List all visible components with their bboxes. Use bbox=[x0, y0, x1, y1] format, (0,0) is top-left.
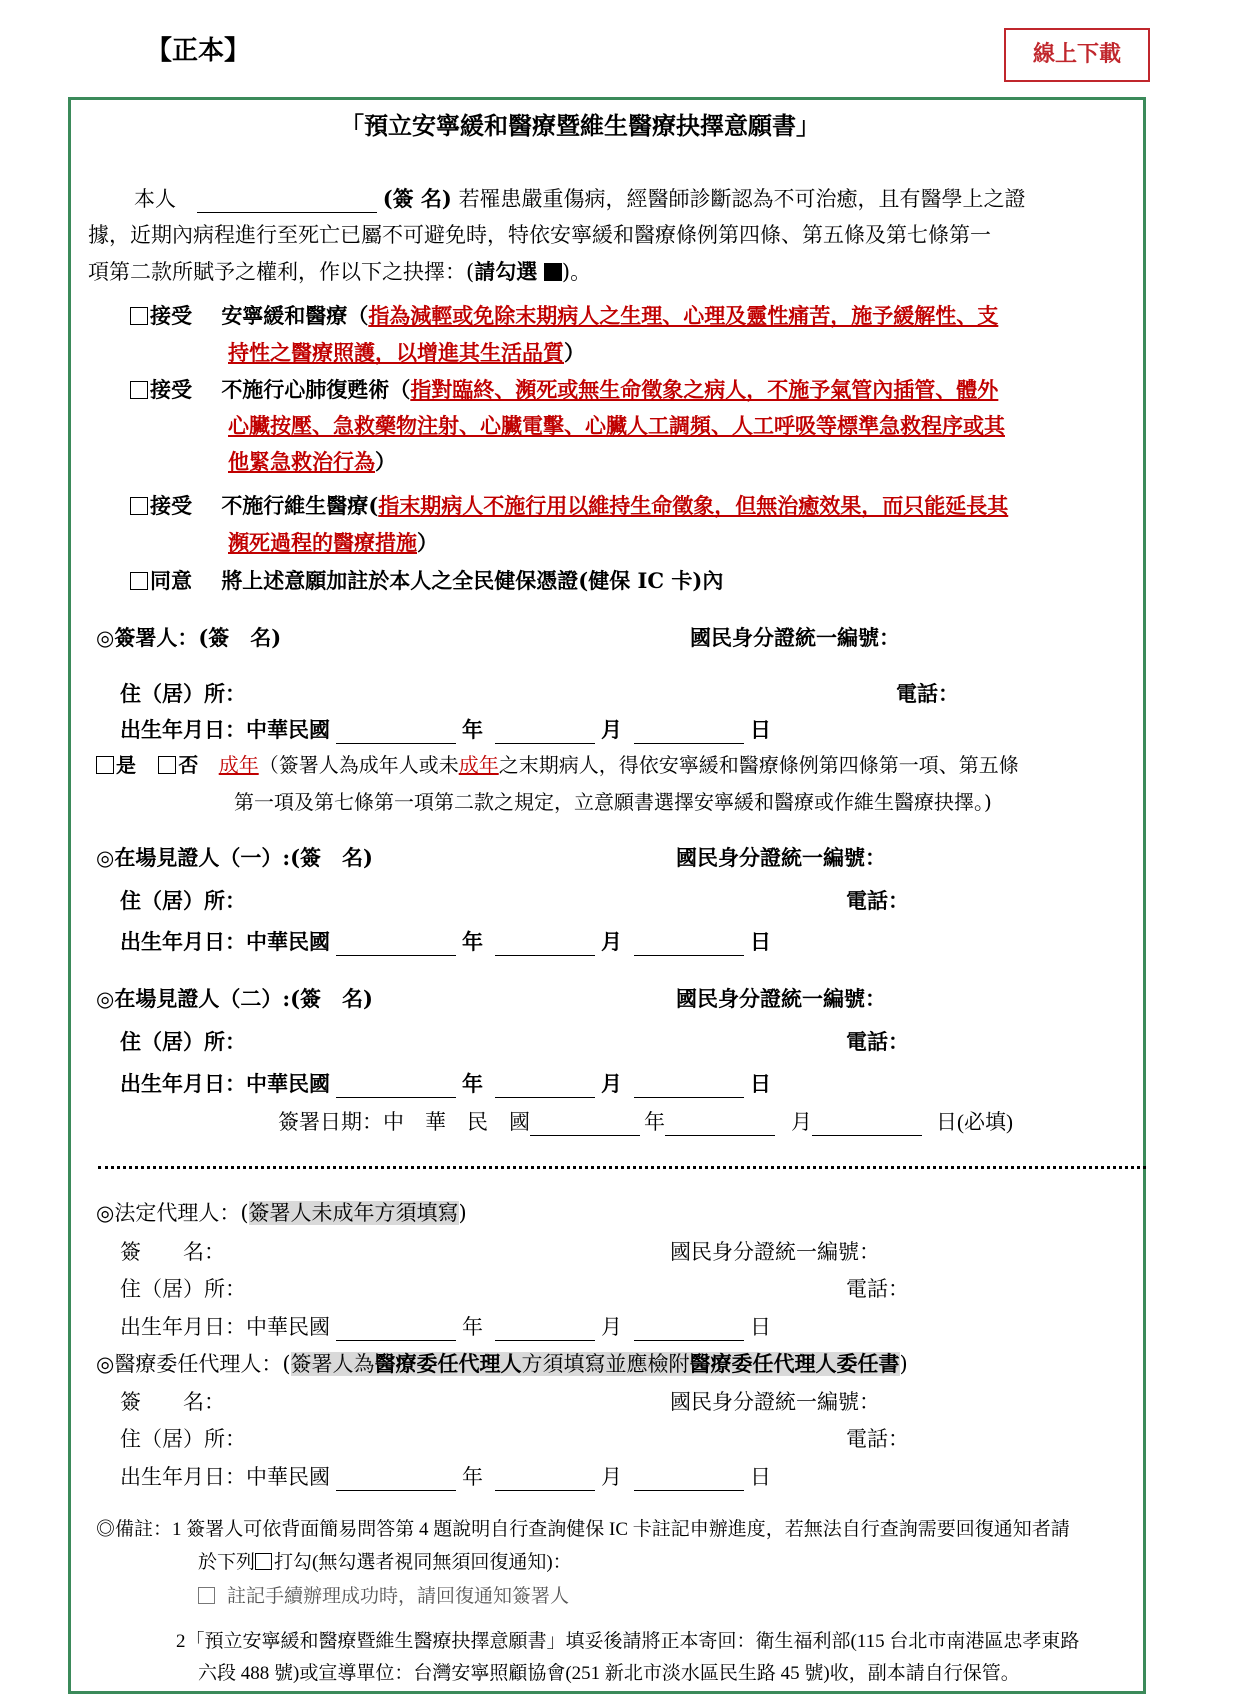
note-line3-text: 註記手續辦理成功時，請回復通知簽署人 bbox=[227, 1586, 570, 1607]
adult-note-d: 之末期病人，得依安寧緩和醫療條例第四條第一項、第五條 bbox=[498, 753, 1019, 777]
yes-label: 是 bbox=[116, 753, 136, 777]
option-item: 安寧緩和醫療 bbox=[221, 303, 348, 328]
birth-day-line[interactable] bbox=[634, 1318, 744, 1341]
note-b: 醫療委任代理人 bbox=[374, 1351, 522, 1376]
birth-label: 出生年月日：中華民國 bbox=[120, 1071, 330, 1096]
option-dnr bbox=[130, 374, 998, 404]
year-label: 年 bbox=[462, 1315, 483, 1339]
birth-day-line[interactable] bbox=[634, 933, 744, 956]
day-label: 日 bbox=[750, 1071, 771, 1096]
intro-sign: (簽 名) bbox=[382, 186, 452, 211]
medical-agent-id-label: 國民身分證統一編號： bbox=[670, 1390, 880, 1414]
month-label: 月 bbox=[601, 1315, 622, 1339]
note-line-4: 2「預立安寧緩和醫療暨維生醫療抉擇意願書」填妥後請將正本寄回：衛生福利部(115 台北市南港區忠孝東路 bbox=[176, 1631, 1080, 1652]
medical-agent-phone-label: 電話： bbox=[846, 1427, 909, 1451]
birth-month-line[interactable] bbox=[495, 721, 595, 744]
no-label: 否 bbox=[178, 753, 199, 777]
intro-line-1 bbox=[134, 183, 1026, 213]
filled-square-icon bbox=[544, 263, 562, 281]
witness1-birth-row bbox=[120, 926, 771, 956]
sign-date-day-line[interactable] bbox=[812, 1113, 922, 1136]
witness1-id-label: 國民身分證統一編號： bbox=[676, 845, 886, 870]
intro-line-2: 據，近期內病程進行至死亡已屬不可避免時，特依安寧緩和醫療條例第四條、第五條及第七條第一 bbox=[88, 223, 991, 247]
option-palliative bbox=[130, 300, 998, 330]
month-label: 月 bbox=[601, 929, 622, 954]
sign-date-row bbox=[278, 1106, 1013, 1136]
signer-phone-label: 電話： bbox=[896, 681, 959, 706]
paren-open: ( bbox=[368, 493, 379, 518]
sign-date-label: 簽署日期：中 華 民 國 bbox=[278, 1110, 530, 1134]
witness1-label: ◎在場見證人（一）:(簽 名) bbox=[96, 845, 373, 870]
adult-note-line2: 第一項及第七條第一項第二款之規定，立意願書選擇安寧緩和醫療或作維生醫療抉擇。) bbox=[234, 790, 992, 814]
checkbox-life-sustaining[interactable] bbox=[130, 497, 148, 515]
birth-day-line[interactable] bbox=[634, 721, 744, 744]
option-check-label: 同意 bbox=[150, 568, 192, 593]
month-label: 月 bbox=[601, 717, 622, 742]
adult-note-c: 成年 bbox=[458, 753, 499, 777]
birth-day-line[interactable] bbox=[634, 1468, 744, 1491]
day-label: 日 bbox=[750, 717, 771, 742]
legal-agent-sign-label: 簽 名： bbox=[120, 1240, 225, 1264]
month-label: 月 bbox=[791, 1110, 812, 1134]
option-check-label: 接受 bbox=[150, 377, 192, 402]
witness2-birth-row bbox=[120, 1068, 771, 1098]
sign-date-month-line[interactable] bbox=[665, 1113, 775, 1136]
option-palliative-cont bbox=[228, 337, 585, 367]
month-label: 月 bbox=[601, 1071, 622, 1096]
day-label: 日(必填) bbox=[936, 1110, 1013, 1134]
copy-label: 【正本】 bbox=[146, 36, 251, 66]
legal-agent-birth-row bbox=[120, 1311, 771, 1341]
adult-note-a: 成年 bbox=[218, 753, 259, 777]
download-stamp: 線上下載 bbox=[1004, 28, 1150, 82]
option-desc-2: 瀕死過程的醫療措施 bbox=[228, 530, 417, 555]
legal-agent-address-label: 住（居）所： bbox=[120, 1277, 246, 1301]
form-title: 「預立安寧緩和醫療暨維生醫療抉擇意願書」 bbox=[340, 111, 820, 140]
note-line-2 bbox=[198, 1547, 572, 1574]
witness1-address-label: 住（居）所： bbox=[120, 888, 246, 913]
birth-month-line[interactable] bbox=[495, 933, 595, 956]
option-desc-2: 心臟按壓、急救藥物注射、心臟電擊、心臟人工調頻、人工呼吸等標準急救程序或其 bbox=[228, 413, 1005, 438]
birth-year-line[interactable] bbox=[336, 933, 456, 956]
note-line-1: ◎備註：1 簽署人可依背面簡易問答第 4 題說明自行查詢健保 IC 卡註記申辦進度，若無法自行查詢需要回復通知者請 bbox=[96, 1519, 1070, 1540]
witness2-phone-label: 電話： bbox=[846, 1029, 909, 1054]
option-dnr-cont bbox=[228, 410, 1005, 440]
intro-line1-rest: 若罹患嚴重傷病，經醫師診斷認為不可治癒，且有醫學上之證 bbox=[458, 187, 1026, 211]
legal-agent-label bbox=[96, 1197, 467, 1227]
year-label: 年 bbox=[462, 1465, 483, 1489]
medical-agent-sign-label: 簽 名： bbox=[120, 1390, 225, 1414]
year-label: 年 bbox=[462, 717, 483, 742]
checkbox-ic-card[interactable] bbox=[130, 572, 148, 590]
note-a: 簽署人為 bbox=[290, 1352, 375, 1376]
checkbox-inline-icon bbox=[255, 1553, 272, 1570]
note-line2-b: 打勾(無勾選者視同無須回復通知)： bbox=[274, 1552, 572, 1573]
birth-label: 出生年月日：中華民國 bbox=[120, 1465, 330, 1489]
paren-close: ） bbox=[375, 449, 396, 474]
name-signature-line[interactable] bbox=[197, 190, 377, 213]
month-label: 月 bbox=[601, 1465, 622, 1489]
year-label: 年 bbox=[462, 1071, 483, 1096]
birth-label: 出生年月日：中華民國 bbox=[120, 1315, 330, 1339]
signer-address-label: 住（居）所： bbox=[120, 681, 246, 706]
witness2-address-label: 住（居）所： bbox=[120, 1029, 246, 1054]
birth-label: 出生年月日：中華民國 bbox=[120, 929, 330, 954]
legal-agent-note: 簽署人未成年方須填寫 bbox=[248, 1201, 459, 1225]
adult-note-b: （簽署人為成年人或未 bbox=[258, 753, 459, 777]
option-check-label: 接受 bbox=[150, 493, 192, 518]
birth-year-line[interactable] bbox=[336, 721, 456, 744]
adult-status-row bbox=[96, 749, 1019, 778]
birth-month-line[interactable] bbox=[495, 1075, 595, 1098]
option-desc-1: 指對臨終、瀕死或無生命徵象之病人，不施予氣管內插管、體外 bbox=[410, 377, 999, 402]
day-label: 日 bbox=[750, 1315, 771, 1339]
signer-birth-row bbox=[120, 714, 771, 744]
option-life-sustaining bbox=[130, 490, 1008, 520]
intro-line3-a: 項第二款所賦予之權利，作以下之抉擇：( bbox=[88, 260, 475, 284]
option-item: 不施行維生醫療 bbox=[221, 493, 369, 518]
year-label: 年 bbox=[462, 929, 483, 954]
signer-label: ◎簽署人：(簽 名) bbox=[96, 625, 282, 650]
paren-close: ） bbox=[564, 340, 585, 365]
medical-agent-title: ◎醫療委任代理人：( bbox=[96, 1352, 291, 1376]
option-desc-1: 指為減輕或免除末期病人之生理、心理及靈性痛苦，施予緩解性、支 bbox=[368, 303, 999, 328]
option-life-sustaining-cont bbox=[228, 527, 438, 557]
option-ic-card bbox=[130, 565, 723, 595]
legal-agent-phone-label: 電話： bbox=[846, 1277, 909, 1301]
checkbox-yes[interactable] bbox=[96, 756, 114, 774]
dotted-divider bbox=[98, 1166, 1146, 1169]
medical-agent-birth-row bbox=[120, 1461, 771, 1491]
option-desc-2: 持性之醫療照護，以增進其生活品質 bbox=[228, 340, 564, 365]
checkbox-no[interactable] bbox=[158, 756, 176, 774]
birth-day-line[interactable] bbox=[634, 1075, 744, 1098]
note-d: 醫療委任代理人委任書 bbox=[689, 1351, 900, 1376]
checkbox-dnr[interactable] bbox=[130, 381, 148, 399]
intro-line3-c: )。 bbox=[561, 260, 592, 284]
paren-close: ) bbox=[899, 1352, 908, 1376]
birth-month-line[interactable] bbox=[495, 1318, 595, 1341]
year-label: 年 bbox=[644, 1110, 665, 1134]
birth-label: 出生年月日：中華民國 bbox=[120, 717, 330, 742]
intro-line3-b: 請勾選 bbox=[474, 259, 538, 284]
note-line2-a: 於下列 bbox=[198, 1552, 256, 1573]
note-line-3 bbox=[198, 1581, 569, 1608]
birth-year-line[interactable] bbox=[336, 1318, 456, 1341]
paren-close: ） bbox=[417, 530, 438, 555]
day-label: 日 bbox=[750, 1465, 771, 1489]
medical-agent-label bbox=[96, 1348, 908, 1378]
witness2-label: ◎在場見證人（二）:(簽 名) bbox=[96, 986, 373, 1011]
paren-open: （ bbox=[389, 377, 411, 402]
checkbox-palliative[interactable] bbox=[130, 307, 148, 325]
medical-agent-address-label: 住（居）所： bbox=[120, 1427, 246, 1451]
option-item: 不施行心肺復甦術 bbox=[221, 377, 390, 402]
birth-year-line[interactable] bbox=[336, 1468, 456, 1491]
paren-close: ) bbox=[458, 1201, 467, 1225]
signer-id-label: 國民身分證統一編號： bbox=[690, 625, 900, 650]
option-dnr-cont2 bbox=[228, 446, 396, 476]
sign-date-year-line[interactable] bbox=[530, 1113, 640, 1136]
legal-agent-title: ◎法定代理人：( bbox=[96, 1201, 249, 1225]
birth-month-line[interactable] bbox=[495, 1468, 595, 1491]
note-line-5: 六段 488 號)或宣導單位：台灣安寧照顧協會(251 新北市淡水區民生路 45 號)收，副本請自行保管。 bbox=[198, 1663, 1020, 1684]
day-label: 日 bbox=[750, 929, 771, 954]
birth-year-line[interactable] bbox=[336, 1075, 456, 1098]
option-desc-1: 指末期病人不施行用以維持生命徵象，但無治癒效果，而只能延長其 bbox=[378, 493, 1009, 518]
intro-prefix: 本人 bbox=[134, 187, 176, 211]
paren-open: （ bbox=[347, 303, 369, 328]
legal-agent-id-label: 國民身分證統一編號： bbox=[670, 1240, 880, 1264]
witness1-phone-label: 電話： bbox=[846, 888, 909, 913]
option-check-label: 接受 bbox=[150, 303, 192, 328]
option-desc-3: 他緊急救治行為 bbox=[228, 449, 375, 474]
witness2-id-label: 國民身分證統一編號： bbox=[676, 986, 886, 1011]
note-c: 方須填寫並應檢附 bbox=[521, 1352, 690, 1376]
checkbox-notify[interactable] bbox=[198, 1587, 215, 1604]
intro-line-3 bbox=[88, 256, 591, 286]
option-item: 將上述意願加註於本人之全民健保憑證(健保 IC 卡)內 bbox=[221, 568, 724, 593]
